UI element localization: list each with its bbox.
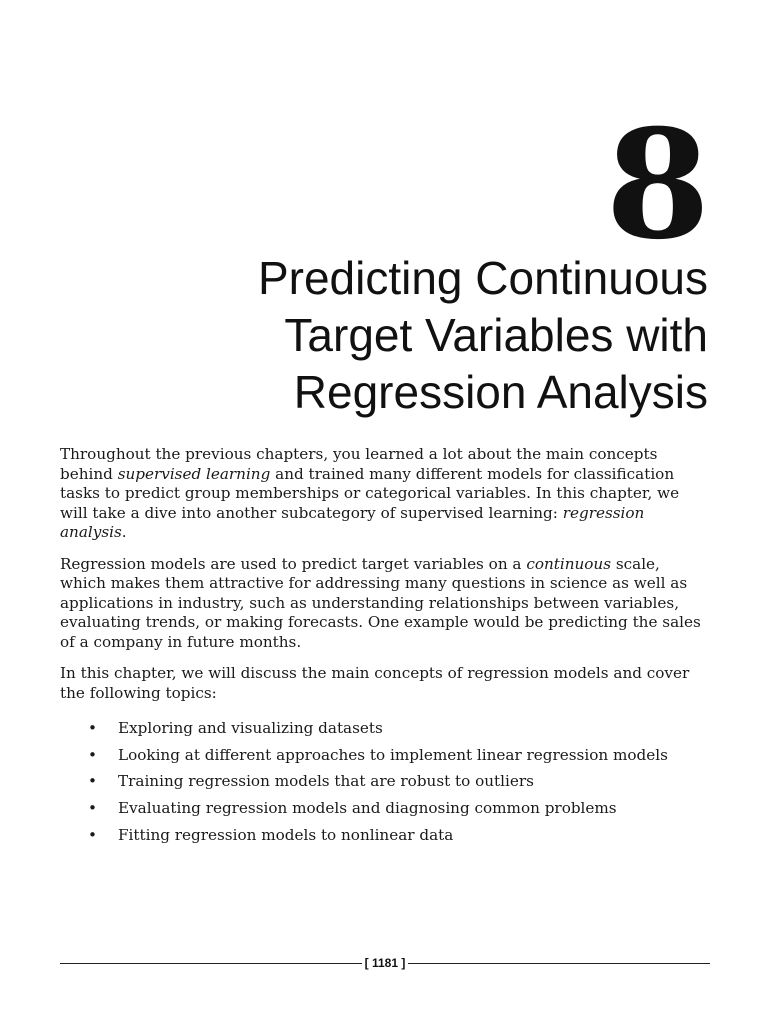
- list-item: [60, 742, 710, 769]
- page-footer: [60, 953, 710, 973]
- chapter-number: 8: [605, 97, 710, 273]
- chapter-title-line: Predicting Continuous: [257, 252, 708, 304]
- footer-rule-left: [60, 963, 362, 964]
- list-item-text: Exploring and visualizing datasets: [118, 719, 383, 737]
- bullet-icon: •: [88, 772, 97, 791]
- intro-paragraph: [60, 445, 710, 543]
- regression-paragraph: [60, 555, 710, 653]
- list-item-text: Training regression models that are robust to outliers: [118, 772, 534, 791]
- list-item-text: Fitting regression models to nonlinear data: [118, 825, 454, 844]
- bullet-icon: •: [88, 719, 97, 737]
- list-item: [60, 768, 710, 795]
- bullet-icon: •: [88, 799, 97, 818]
- emphasis-term: regression analysis: [60, 503, 645, 541]
- text-run: .: [121, 523, 127, 541]
- list-item-text: Looking at different approaches to implement linear regression models: [118, 745, 668, 764]
- text-run: Regression models are used to predict target variables on a: [60, 554, 527, 573]
- emphasis-term: continuous: [526, 554, 612, 573]
- text-run: Throughout the previous chapters, you learned a lot about the main concepts behind: [60, 445, 658, 483]
- chapter-title: [148, 250, 708, 421]
- emphasis-term: supervised learning: [117, 464, 271, 483]
- text-run: scale, which makes them attractive for addressing many questions in science as well as applications in industry, such as understanding relationships between variables, evaluating trends, or making forecasts. One example would be predicting the sales of a company in future months.: [60, 554, 701, 651]
- bullet-icon: •: [88, 745, 97, 764]
- list-item: [60, 822, 710, 849]
- chapter-title-line: Target Variables with: [284, 309, 708, 361]
- list-item: [60, 795, 710, 822]
- text-run: and trained many different models for classification tasks to predict group memberships or categorical variables. In this chapter, we will take a dive into another subcategory of supervised learning:: [60, 464, 680, 522]
- footer-rule-right: [408, 963, 710, 964]
- topics-intro-paragraph: In this chapter, we will discuss the main concepts of regression models and cover the following topics:: [60, 664, 690, 702]
- chapter-title-line: Regression Analysis: [293, 366, 708, 418]
- list-item-text: Evaluating regression models and diagnosing common problems: [118, 799, 617, 818]
- chapter-body: [60, 445, 710, 849]
- page-number: [ 1181 ]: [364, 956, 406, 970]
- list-item: [60, 715, 710, 742]
- bullet-icon: •: [88, 825, 97, 844]
- topic-list: [60, 715, 710, 849]
